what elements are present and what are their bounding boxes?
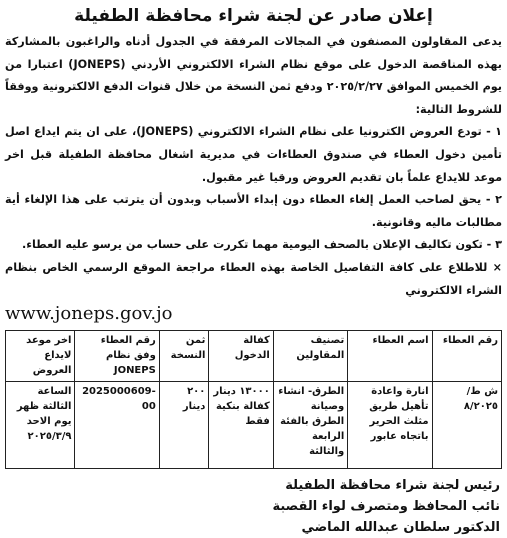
condition-1: ١ - تودع العروض الكترونيا على نظام الشراء الالكتروني (JONEPS)، على ان يتم ايداع اصل تأمين دخول العطاء في صندوق العطاءات في مديرية اشغال محافظة الطفيلة قبل اخر موعد للايداع علماً بان تقديم العروض ورقيا غير مقبول.: [5, 125, 502, 184]
signature-line-1: رئيس لجنة شراء محافظة الطفيلة: [285, 478, 500, 494]
cell-tender-number: ش ط/٨/٢٠٢٥: [432, 382, 501, 469]
header-joneps-number: رقم العطاء وفق نظام JONEPS: [75, 331, 159, 382]
header-tender-number: رقم العطاء: [432, 331, 501, 382]
notice-page: [5, 4, 503, 536]
table-header-row: [6, 331, 502, 382]
condition-2: ٢ - يحق لصاحب العمل إلغاء العطاء دون إبداء الأسباب وبدون أن يترتب على هذا الإلغاء أية مطالبات ماليه وقانونية.: [5, 193, 502, 229]
tender-table: [5, 330, 502, 469]
cell-tender-name: انارة واعادة تأهيل طريق مثلث الحرير باتجاه عابور: [348, 382, 432, 469]
header-classification: تصنيف المقاولين: [273, 331, 347, 382]
signature-line-2: نائب المحافظ ومتصرف لواء القصبة: [272, 499, 500, 515]
table-row: [6, 382, 502, 469]
cell-joneps-number: 2025000609-00: [75, 382, 159, 469]
cell-copy-price: ٢٠٠ دينار: [159, 382, 209, 469]
page-title: إعلان صادر عن لجنة شراء محافظة الطفيلة: [74, 6, 433, 26]
signature-block: [5, 475, 502, 538]
cell-deadline: الساعة الثالثة ظهر يوم الاحد ٢٠٢٥/٣/٩: [6, 382, 75, 469]
website-url: www.joneps.gov.jo: [5, 303, 173, 325]
cell-classification: الطرق- انشاء وصيانة الطرق بالفئة الرابعة والثالثة: [273, 382, 347, 469]
header-bid-bond: كفالة الدخول: [209, 331, 273, 382]
details-note: × للاطلاع على كافة التفاصيل الخاصة بهذه العطاء مراجعة الموقع الرسمي الخاص بنظام الشراء الالكتروني: [5, 260, 502, 297]
header-copy-price: ثمن النسخة: [159, 331, 209, 382]
condition-3: ٣ - تكون تكاليف الإعلان بالصحف اليومية مهما تكررت على حساب من يرسو عليه العطاء.: [22, 238, 502, 252]
cell-bid-bond: ١٣٠٠٠ دينار كفالة بنكية فقط: [209, 382, 273, 469]
intro-paragraph: يدعى المقاولون المصنفون في المجالات المرفقة في الجدول أدناه والراغبون بالمشاركة بهذه المناقصة الدخول على موقع نظام الشراء الالكتروني الأردني (JONEPS) اعتبارا من يوم الخميس الموافق ٢٠٢٥/٢/٢٧ ودفع ثمن النسخة من خلال قنوات الدفع الالكترونية ووفقاً للشروط التالية:: [5, 35, 503, 116]
header-tender-name: اسم العطاء: [348, 331, 432, 382]
signature-line-3: الدكتور سلطان عبدالله الماضي: [301, 520, 500, 536]
header-deadline: اخر موعد لايداع العروض: [6, 331, 75, 382]
